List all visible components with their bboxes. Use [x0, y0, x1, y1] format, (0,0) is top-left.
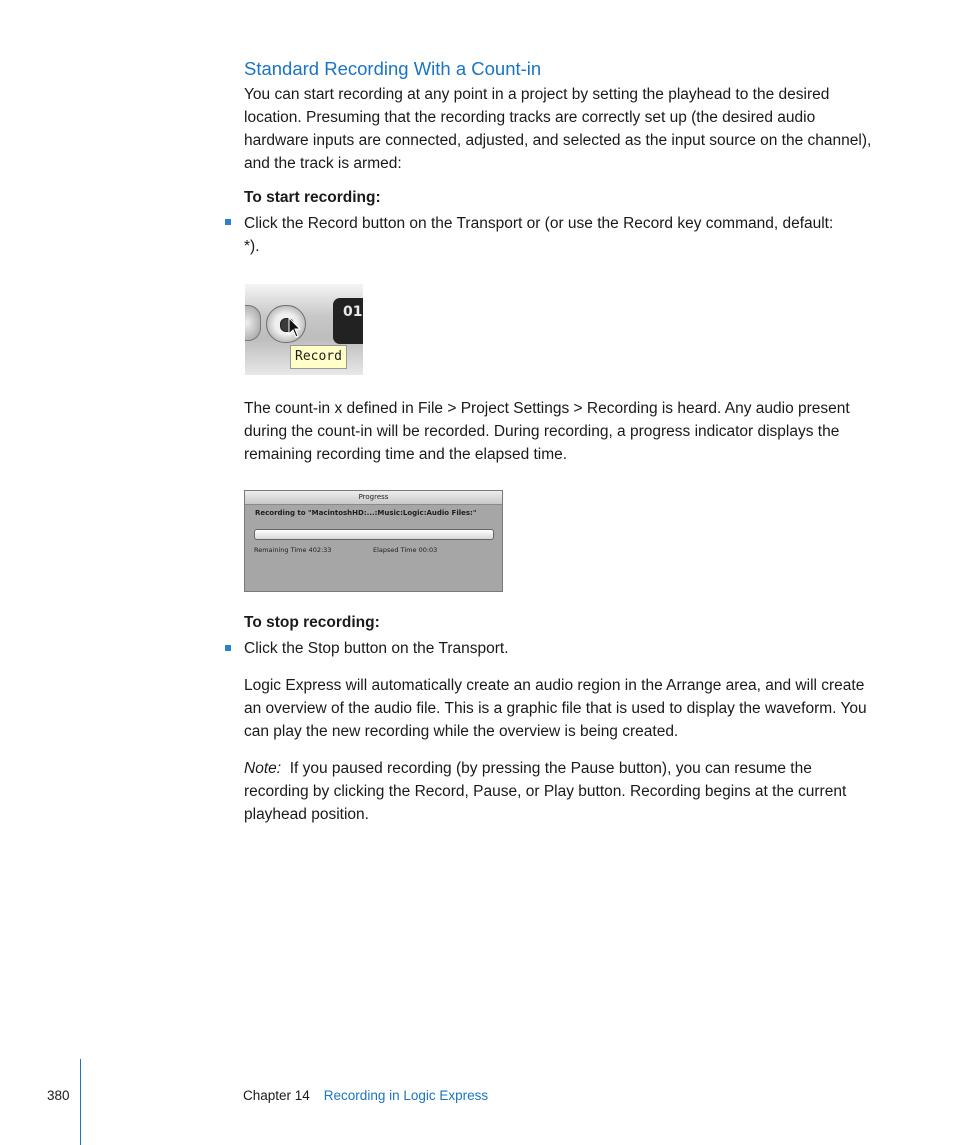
note-text: If you paused recording (by pressing the Pause button), you can resume the recording by clicking the Record, Pause, or Play button. Recording begins at the current playhead position.: [244, 760, 847, 823]
bullet-icon: [225, 219, 231, 225]
chapter-title: Recording in Logic Express: [323, 1088, 489, 1103]
recording-progress-bar: [254, 529, 494, 540]
remaining-time-label: Remaining Time 402:33: [254, 546, 332, 554]
footer-chapter: [243, 1088, 488, 1103]
chapter-label: Chapter 14: [243, 1088, 310, 1103]
stop-recording-heading: To stop recording:: [244, 614, 380, 631]
start-recording-step: Click the Record button on the Transport or (or use the Record key command, default: *).: [244, 215, 834, 255]
arrow-cursor-icon: [288, 317, 302, 339]
note-paragraph: [244, 757, 876, 826]
after-recording-paragraph: Logic Express will automatically create an audio region in the Arrange area, and will create an overview of the audio file. This is a graphic file that is used to display the waveform. You can play the new recording while the overview is being created.: [244, 677, 867, 740]
transport-previous-button: [245, 305, 261, 341]
page-number: 380: [47, 1088, 70, 1103]
progress-dialog-title: Progress: [245, 491, 502, 505]
footer-rule: [80, 1059, 81, 1145]
intro-paragraph: You can start recording at any point in a project by setting the playhead to the desired location. Presuming that the recording tracks are correctly set up (the desired audio hardware inputs are connected, adjusted, and selected as the input source on the channel), and the track is armed:: [244, 86, 872, 172]
transport-display: 01: [333, 298, 363, 344]
section-title: Standard Recording With a Count-in: [244, 58, 542, 79]
stop-recording-step: Click the Stop button on the Transport.: [244, 640, 509, 657]
record-button-screenshot: [245, 284, 363, 375]
note-label: Note:: [244, 760, 282, 777]
bullet-icon: [225, 645, 231, 651]
countin-paragraph: The count-in x defined in File > Project Settings > Recording is heard. Any audio present during the count-in will be recorded. During recording, a progress indicator displays the remaining recording time and the elapsed time.: [244, 400, 850, 463]
start-recording-heading: To start recording:: [244, 189, 381, 206]
recording-destination-label: Recording to "MacintoshHD:...:Music:Logic:Audio Files:": [255, 509, 477, 517]
progress-dialog-screenshot: [244, 490, 503, 592]
record-tooltip: Record: [290, 345, 347, 369]
elapsed-time-label: Elapsed Time 00:03: [373, 546, 438, 554]
